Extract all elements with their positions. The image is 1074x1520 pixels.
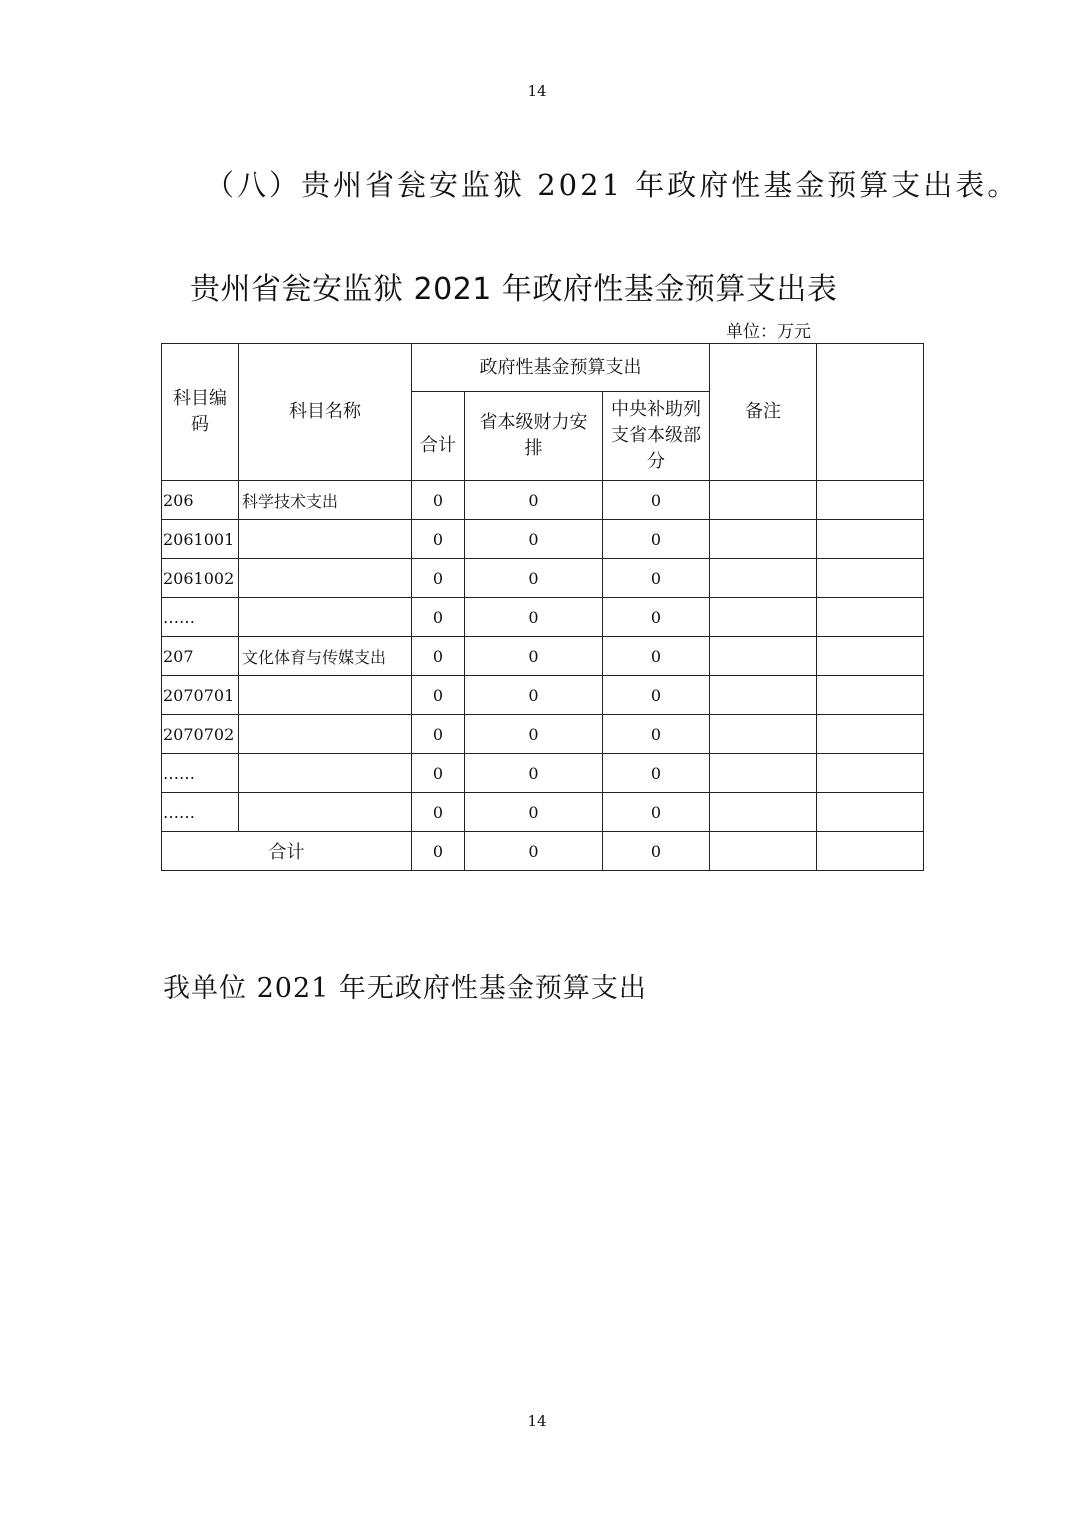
row-remark — [710, 637, 817, 676]
row-central: 0 — [603, 520, 710, 559]
row-name: 科学技术支出 — [239, 481, 412, 520]
row-remark — [710, 520, 817, 559]
header-central: 中央补助列支省本级部分 — [603, 392, 710, 481]
row-central: 0 — [603, 637, 710, 676]
row-name — [239, 559, 412, 598]
row-code: …… — [162, 598, 239, 637]
row-code: 2061001 — [162, 520, 239, 559]
section-heading: （八）贵州省瓮安监狱 2021 年政府性基金预算支出表。 — [205, 168, 1020, 202]
row-name — [239, 598, 412, 637]
row-central: 0 — [603, 559, 710, 598]
row-blank — [817, 559, 924, 598]
row-code: 207 — [162, 637, 239, 676]
row-provincial: 0 — [465, 676, 603, 715]
row-central: 0 — [603, 676, 710, 715]
table-title: 贵州省瓮安监狱 2021 年政府性基金预算支出表 — [190, 272, 838, 307]
row-blank — [817, 520, 924, 559]
table-row — [162, 481, 924, 520]
row-blank — [817, 637, 924, 676]
row-code: …… — [162, 754, 239, 793]
row-blank — [817, 754, 924, 793]
row-name — [239, 793, 412, 832]
row-name — [239, 715, 412, 754]
table-row — [162, 598, 924, 637]
row-remark — [710, 481, 817, 520]
row-blank — [817, 676, 924, 715]
page-number-top: 14 — [527, 82, 547, 100]
row-code: 2061002 — [162, 559, 239, 598]
header-remark: 备注 — [710, 344, 817, 481]
row-total: 0 — [412, 715, 465, 754]
row-remark — [710, 598, 817, 637]
row-code: 2070702 — [162, 715, 239, 754]
row-code: …… — [162, 793, 239, 832]
no-expenditure-statement: 我单位 2021 年无政府性基金预算支出 — [163, 973, 647, 1004]
row-total: 0 — [412, 598, 465, 637]
table-row — [162, 715, 924, 754]
footer-remark — [710, 832, 817, 871]
table-row — [162, 754, 924, 793]
row-central: 0 — [603, 481, 710, 520]
row-name — [239, 676, 412, 715]
row-total: 0 — [412, 793, 465, 832]
row-central: 0 — [603, 754, 710, 793]
row-central: 0 — [603, 715, 710, 754]
header-name: 科目名称 — [239, 344, 412, 481]
row-provincial: 0 — [465, 481, 603, 520]
row-blank — [817, 598, 924, 637]
header-group: 政府性基金预算支出 — [412, 344, 710, 392]
page-number-bottom: 14 — [527, 1412, 547, 1430]
row-total: 0 — [412, 481, 465, 520]
row-blank — [817, 715, 924, 754]
row-name: 文化体育与传媒支出 — [239, 637, 412, 676]
row-total: 0 — [412, 559, 465, 598]
table-row — [162, 520, 924, 559]
header-code: 科目编码 — [162, 344, 239, 481]
row-provincial: 0 — [465, 598, 603, 637]
row-total: 0 — [412, 754, 465, 793]
row-provincial: 0 — [465, 793, 603, 832]
row-central: 0 — [603, 793, 710, 832]
row-remark — [710, 676, 817, 715]
budget-table — [161, 343, 924, 871]
table-row — [162, 559, 924, 598]
row-remark — [710, 715, 817, 754]
row-central: 0 — [603, 598, 710, 637]
footer-central: 0 — [603, 832, 710, 871]
row-remark — [710, 793, 817, 832]
row-remark — [710, 754, 817, 793]
row-blank — [817, 793, 924, 832]
row-remark — [710, 559, 817, 598]
header-blank — [817, 344, 924, 481]
footer-blank — [817, 832, 924, 871]
row-blank — [817, 481, 924, 520]
row-name — [239, 520, 412, 559]
row-provincial: 0 — [465, 559, 603, 598]
table-row — [162, 793, 924, 832]
row-provincial: 0 — [465, 520, 603, 559]
row-total: 0 — [412, 676, 465, 715]
row-name — [239, 754, 412, 793]
row-provincial: 0 — [465, 637, 603, 676]
unit-label: 单位：万元 — [726, 322, 811, 342]
row-total: 0 — [412, 637, 465, 676]
header-total: 合计 — [412, 392, 465, 481]
row-total: 0 — [412, 520, 465, 559]
header-provincial: 省本级财力安排 — [465, 392, 603, 481]
row-provincial: 0 — [465, 715, 603, 754]
row-provincial: 0 — [465, 754, 603, 793]
footer-provincial: 0 — [465, 832, 603, 871]
table-row — [162, 676, 924, 715]
table-row-total — [162, 832, 924, 871]
row-code: 206 — [162, 481, 239, 520]
row-code: 2070701 — [162, 676, 239, 715]
footer-label: 合计 — [162, 832, 412, 871]
footer-total: 0 — [412, 832, 465, 871]
table-row — [162, 637, 924, 676]
